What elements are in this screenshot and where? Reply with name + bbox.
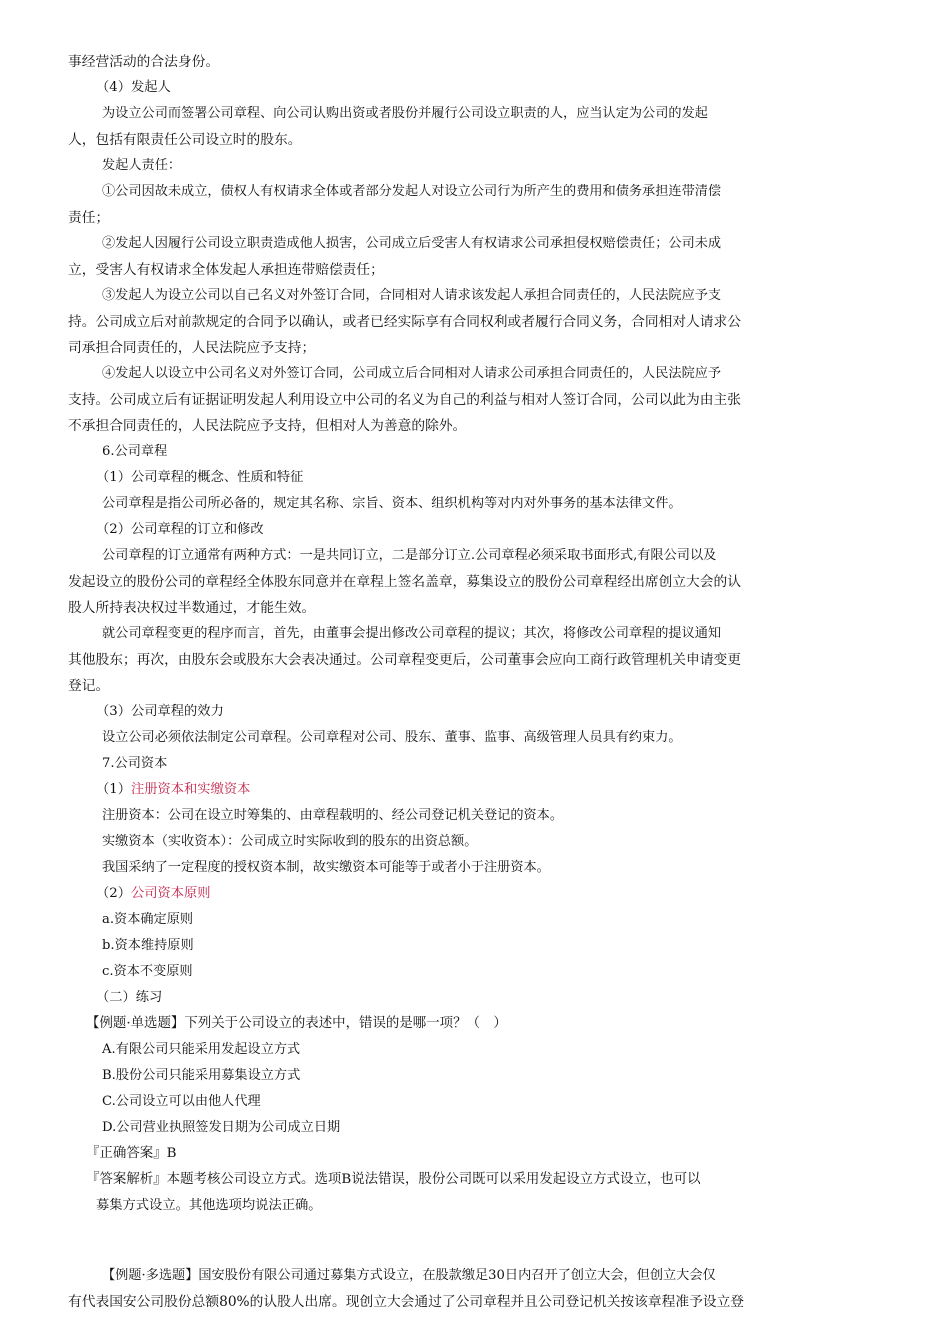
text-line xyxy=(0,622,950,646)
highlight-heading: 注册资本和实缴资本 xyxy=(130,782,251,797)
line-text: 公司章程的订立通常有两种方式：一是共同订立，二是部分订立.公司章程必须采取书面形式,有限公司以及 xyxy=(102,548,717,563)
text-line xyxy=(0,284,950,308)
line-text: c.资本不变原则 xyxy=(102,964,193,979)
text-line xyxy=(0,1142,950,1166)
text-line xyxy=(0,960,950,984)
text-line xyxy=(0,180,950,204)
text-line xyxy=(0,128,950,152)
line-text: 登记。 xyxy=(68,678,110,694)
text-line xyxy=(0,258,950,282)
line-text: 我国采纳了一定程度的授权资本制，故实缴资本可能等于或者小于注册资本。 xyxy=(102,860,550,875)
text-line xyxy=(0,492,950,516)
line-text: B.股份公司只能采用募集设立方式 xyxy=(102,1068,301,1083)
text-line xyxy=(0,518,950,542)
line-text: 『答案解析』本题考核公司设立方式。选项B说法错误，股份公司既可以采用发起设立方式设立，也可以 xyxy=(86,1172,701,1187)
text-line xyxy=(0,778,950,802)
line-text: 募集方式设立。其他选项均说法正确。 xyxy=(96,1198,322,1213)
text-line xyxy=(0,232,950,256)
line-text: ②发起人因履行公司设立职责造成他人损害，公司成立后受害人有权请求公司承担侵权赔偿责任；公司未成 xyxy=(102,236,722,251)
text-line xyxy=(0,1168,950,1192)
line-text: 人，包括有限责任公司设立时的股东。 xyxy=(68,132,302,148)
text-line xyxy=(0,1064,950,1088)
text-line xyxy=(0,388,950,412)
text-line xyxy=(0,50,950,74)
text-line xyxy=(0,544,950,568)
line-text: 事经营活动的合法身份。 xyxy=(68,54,220,70)
line-text: ③发起人为设立公司以自己名义对外签订合同，合同相对人请求该发起人承担合同责任的，人民法院应予支 xyxy=(102,288,722,303)
line-text: 股人所持表决权过半数通过，才能生效。 xyxy=(68,600,316,616)
text-line xyxy=(0,570,950,594)
line-text: 立，受害人有权请求全体发起人承担连带赔偿责任； xyxy=(68,262,384,278)
line-text: 支持。公司成立后有证据证明发起人利用设立中公司的名义为自己的利益与相对人签订合同，公司以此为由主张 xyxy=(68,392,741,408)
text-line xyxy=(0,1194,950,1218)
line-text: a.资本确定原则 xyxy=(102,912,194,927)
line-text: 注册资本：公司在设立时筹集的、由章程载明的、经公司登记机关登记的资本。 xyxy=(102,808,564,823)
text-line xyxy=(0,986,950,1010)
line-text: 实缴资本（实收资本）：公司成立时实际收到的股东的出资总额。 xyxy=(102,834,478,849)
text-line xyxy=(0,648,950,672)
line-text: 『正确答案』B xyxy=(86,1146,177,1161)
text-line xyxy=(0,1012,950,1036)
line-text: （1） xyxy=(96,782,131,797)
line-text: 为设立公司而签署公司章程、向公司认购出资或者股份并履行公司设立职责的人，应当认定为公司的发起 xyxy=(102,106,708,121)
text-line xyxy=(0,1116,950,1140)
line-text: 其他股东；再次，由股东会或股东大会表决通过。公司章程变更后，公司董事会应向工商行政管理机关申请变更 xyxy=(68,652,741,668)
text-line xyxy=(0,466,950,490)
text-line xyxy=(0,1264,950,1288)
line-text: C.公司设立可以由他人代理 xyxy=(102,1094,261,1109)
line-text: 持。公司成立后对前款规定的合同予以确认，或者已经实际享有合同权利或者履行合同义务，合同相对人请求公 xyxy=(68,314,741,330)
line-text: 设立公司必须依法制定公司章程。公司章程对公司、股东、董事、监事、高级管理人员具有约束力。 xyxy=(102,730,682,745)
text-line xyxy=(0,856,950,880)
text-line xyxy=(0,336,950,360)
line-text: （4）发起人 xyxy=(96,80,171,95)
line-text: 发起设立的股份公司的章程经全体股东同意并在章程上签名盖章，募集设立的股份公司章程经出席创立大会的认 xyxy=(68,574,741,590)
highlight-heading: 公司资本原则 xyxy=(130,886,211,901)
text-line xyxy=(0,726,950,750)
text-line xyxy=(0,1038,950,1062)
line-text: 【例题·多选题】国安股份有限公司通过募集方式设立，在股款缴足30日内召开了创立大会，但创立大会仅 xyxy=(102,1268,716,1283)
text-line xyxy=(0,596,950,620)
line-text: （1）公司章程的概念、性质和特征 xyxy=(96,470,304,485)
line-text: 不承担合同责任的，人民法院应予支持，但相对人为善意的除外。 xyxy=(68,418,467,434)
text-line xyxy=(0,76,950,100)
line-text: 公司章程是指公司所必备的，规定其名称、宗旨、资本、组织机构等对内对外事务的基本法律文件。 xyxy=(102,496,682,511)
text-line xyxy=(0,752,950,776)
line-text: （2）公司章程的订立和修改 xyxy=(96,522,264,537)
line-text: 发起人责任： xyxy=(102,158,182,173)
line-text: 就公司章程变更的程序而言，首先，由董事会提出修改公司章程的提议；其次，将修改公司章程的提议通知 xyxy=(102,626,722,641)
line-text: 【例题·单选题】下列关于公司设立的表述中，错误的是哪一项？（ ） xyxy=(86,1016,507,1031)
line-text: （二）练习 xyxy=(96,990,163,1005)
line-text: 司承担合同责任的，人民法院应予支持； xyxy=(68,340,316,356)
text-line xyxy=(0,102,950,126)
text-line xyxy=(0,1290,950,1314)
text-line xyxy=(0,440,950,464)
line-text: 有代表国安公司股份总额80%的认股人出席。现创立大会通过了公司章程并且公司登记机关按该章程准予设立登 xyxy=(68,1294,745,1310)
line-text: A.有限公司只能采用发起设立方式 xyxy=(102,1042,301,1057)
text-line xyxy=(0,882,950,906)
text-line xyxy=(0,362,950,386)
text-line xyxy=(0,674,950,698)
line-text: 7.公司资本 xyxy=(102,756,168,771)
line-text: 6.公司章程 xyxy=(102,444,168,459)
text-line xyxy=(0,804,950,828)
line-text: D.公司营业执照签发日期为公司成立日期 xyxy=(102,1120,341,1135)
text-line xyxy=(0,414,950,438)
line-text: b.资本维持原则 xyxy=(102,938,194,953)
line-text: 责任； xyxy=(68,210,110,226)
text-line xyxy=(0,830,950,854)
text-line xyxy=(0,934,950,958)
text-line xyxy=(0,700,950,724)
line-text: ①公司因故未成立，债权人有权请求全体或者部分发起人对设立公司行为所产生的费用和债务承担连带清偿 xyxy=(102,184,722,199)
text-line xyxy=(0,154,950,178)
text-line xyxy=(0,1090,950,1114)
line-text: （2） xyxy=(96,886,131,901)
text-line xyxy=(0,206,950,230)
line-text: ④发起人以设立中公司名义对外签订合同，公司成立后合同相对人请求公司承担合同责任的，人民法院应予 xyxy=(102,366,722,381)
text-line xyxy=(0,310,950,334)
line-text: （3）公司章程的效力 xyxy=(96,704,224,719)
text-line xyxy=(0,908,950,932)
